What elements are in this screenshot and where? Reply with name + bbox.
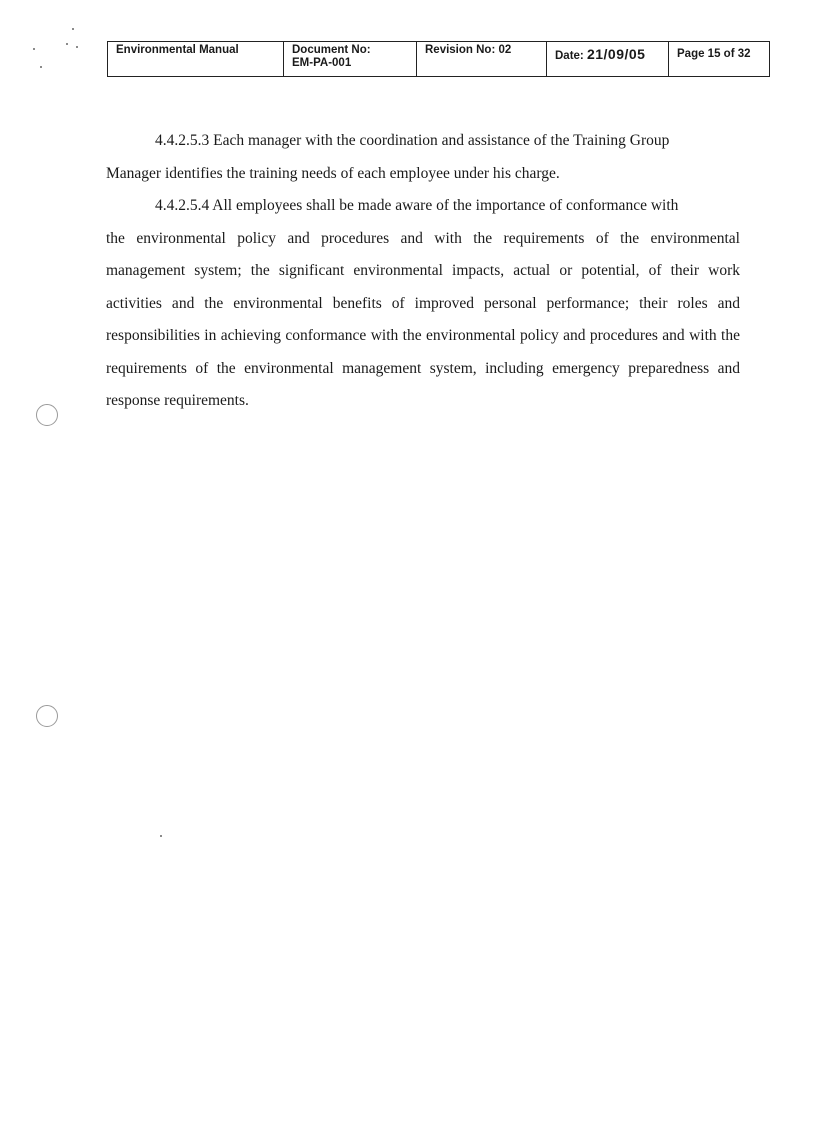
document-number-label: Document No: bbox=[292, 44, 371, 56]
document-body bbox=[106, 125, 740, 418]
paragraph-4-4-2-5-4-first-line: 4.4.2.5.4 All employees shall be made aware of the importance of conformance with bbox=[155, 197, 679, 214]
header-document-number bbox=[284, 42, 417, 76]
punch-hole-icon bbox=[36, 404, 58, 426]
document-header-table bbox=[107, 41, 770, 77]
scan-speck bbox=[40, 66, 42, 68]
paragraph-4-4-2-5-3-continuation: Manager identifies the training needs of each employee under his charge. bbox=[106, 164, 560, 182]
page-number-text: Page 15 of 32 bbox=[677, 48, 751, 60]
date-label: Date: bbox=[555, 50, 584, 62]
header-date bbox=[547, 42, 669, 76]
scan-speck bbox=[160, 835, 162, 837]
paragraph-4-4-2-5-4-continuation: the environmental policy and procedures and with the requirements of the environmental management system; the significant environmental impacts, actual or potential, of their work activities and the environmental benefits of improved personal performance; their roles and responsibilities in achieving conformance with the environmental policy and procedures and with the requirements of the environmental management system, including emergency preparedness and response requirements. bbox=[106, 229, 740, 409]
document-number-value: EM-PA-001 bbox=[292, 57, 352, 69]
paragraph-4-4-2-5-3 bbox=[106, 125, 740, 190]
revision-text: Revision No: 02 bbox=[425, 44, 512, 56]
punch-hole-icon bbox=[36, 705, 58, 727]
paragraph-4-4-2-5-4 bbox=[106, 190, 740, 418]
header-manual-title bbox=[108, 42, 284, 76]
date-value: 21/09/05 bbox=[586, 46, 646, 62]
manual-title-text: Environmental Manual bbox=[116, 44, 239, 56]
scan-speck bbox=[33, 48, 35, 50]
scan-speck bbox=[66, 43, 68, 45]
header-page-number bbox=[669, 42, 769, 76]
scan-speck bbox=[76, 46, 78, 48]
scan-speck bbox=[72, 28, 74, 30]
header-revision bbox=[417, 42, 547, 76]
paragraph-4-4-2-5-3-first-line: 4.4.2.5.3 Each manager with the coordination and assistance of the Training Group bbox=[155, 132, 670, 149]
